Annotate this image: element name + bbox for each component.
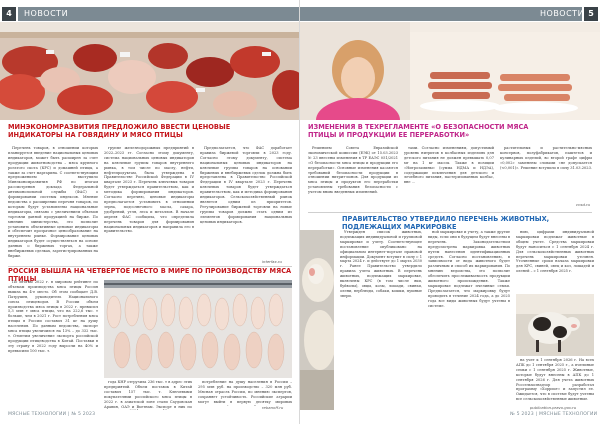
girl-sausages-photo [300,22,600,120]
right-article1-col3-text: растительных и растительно-мясных консервов, полуфабрикатов, паштетов и кулинарных изделий, во второй графе цифры «0,002» заменены словами «не допускается (<0,001)». Решение вступило в силу 31.03.2023. [500,146,592,170]
right-article2-col3 [516,230,594,290]
article1-col2-text: группе железнодорожных предприятий в 2022–2023 гг. Согласно этому документу, система национальных ценовых индикаторов на ключевые группы товаров внутреннего рынка, в том числе по маслу, нефти, нефтепродуктам, была утверждена в Правительстве Российской Федерации в IV квартале 2023 г. Перечень ключевых товаров будет утверждаться правительством, как и методика формирования индикаторов. Согласно перечню, ценовые индикаторы предполагается установить в отношении зерна, подсолнечного масла, сахара, удобрений, угля, леса и металлов. В начале апреля ФАС сообщила, что определила перечень товаров для формирования национальных индикаторов и направила его в правительство. [104,146,194,234]
right-article1-col2-text: тами. Согласно изменениям, допустимый уровень нитритов в колбасных изделиях для детского питания не должен превышать 0,07 мг на 1 кг массы. Также в позиции «Нитрозамины» (сумма НДМА и НДЭА), содержащие исключения для детского и лечебного питания, пастеризованных колбас, вне ... [404,146,494,185]
poultry-line-photo [104,280,292,378]
article1-col3-text: Предполагается, что ФАС доработает правила биржевой торговли в 2023 году. Согласно этому документу, система национальных ценовых индикаторов на ключевые группы товаров на основании биржевых и внебиржевых сделок должна быть представлена в Правительство Российской Федерации в IV квартале 2023 г. Перечень ключевых товаров будет утверждаться правительством, как и методика формирования индикаторов. Сельскохозяйственный рынок является одним из приоритетов. Регулирование биржевой торговли на новые группы товаров должно стать одним из элементов формирования национальных ценовых индикаторов. [200,146,292,224]
source-interfax: interfax.ru [262,259,282,264]
right-article1-col1 [308,146,398,210]
headline-price-indicators: МИНЭКОНОМРАЗВИТИЯ ПРЕДЛОЖИЛО ВВЕСТИ ЦЕНОВЫЕ ИНДИКАТОРЫ НА ГОВЯДИНУ И МЯСО ПТИЦЫ [8,123,231,139]
article2-col1 [8,280,98,408]
right-header [300,7,600,21]
right-article2-col1-text: Утвержден список животных, подлежащих индивидуальной и групповой маркировке и учету. Соответствующее постановление опубликовано на официальном интернет-портале правовой информации. Документ вступит в силу с 1 марта 2024 г. и действует до 1 марта 2030 г. Ранее Правительство утвердило правила учета животных. В перечень животных, подлежащих маркировке, включены КРС (в том числе яки, буйволы), овцы, козы, лошади, свиньи, олени, верблюды, собаки, кошки, пушные звери. [340,230,422,298]
right-article1-col1-text: Решением Совета Евразийской экономической комиссии (ЕЭК) от 15.03.2023 № 23 внесены изменения в ТР ЕАЭС 051/2021 «О безопасности мяса птицы и продукции его переработки». Основные изменения касаются требований безопасности продукции в отношении нитрит-ионов. Для продукции из мяса птицы и продуктов его переработки установлены требования безопасности с учетом вновь введенных изменений. [308,146,398,195]
article1-col3 [200,146,292,258]
source-cnsd: cnsd.ru [576,202,591,207]
page-number-left: 4 [2,7,16,21]
cow-photo [516,294,594,356]
page-number-right: 5 [584,7,598,21]
right-article2-col4-text: на учет к 1 сентября 2026 г. На всех АПК до 1 сентября 2025 г., а пчелиные семьи с 1 сентября 2025 г. Животные, которые будут внесены в АПК до 1 сентября 2026 г. Для учета животных Россельхознадзор разработал программу «Хорриот» и запустил ее. Ожидается, что в системе будут учтены все сельскохозяйственные животные. [516,358,594,402]
right-article1-col2 [404,146,494,210]
right-article1-col3 [500,146,592,200]
section-label-left: НОВОСТИ [24,9,69,18]
right-article2-col3-text: нию, цифрами индивидуальной маркировки подлежат животные в общем учете. Средства маркировки будут наноситься с 1 сентября 2024 г. Для сельскохозяйственных животных перечень маркировки уточнен. Уточненные сроки начала маркировки для КРС, свиней, овец и коз, лошадей и оленей – с 1 сентября 2025 г. [516,230,594,274]
article2-col1-text: По итогам 2022 г. в мировом рейтинге по объемам производства мяса птицы Россия вышла на 4-е место. Об этом сообщает Д.В. Патрушев, руководитель Национального союза птицеводов. В России объем производства мяса птицы в 2022 г. превысил 5,3 млн т мяса птицы, что на 222,6 тыс. т больше, чем в 2021 г. Рост потребления мяса птицы в России составил 31 кг на душу населения. По данным ведомства, экспорт мяса птицы увеличился на 13% – до 332 тыс. т. Отметим увеличение экспорта российской продукции птицеводства в Китай. Поставки в эту страну в 2022 году выросли на 40% и превысили 100 тыс. т. [8,280,98,353]
sheep-photo [300,230,334,410]
headline-animal-marking: ПРАВИТЕЛЬСТВО УТВЕРДИЛО ПЕРЕЧЕНЬ ЖИВОТНЫХ, ПОДЛЕЖАЩИХ МАРКИРОВКЕ [342,215,550,231]
source-pravo: publication.pravo.gov.ru [530,405,577,410]
right-article2-col1 [340,230,422,410]
divider-right [308,212,592,213]
meat-photo [0,22,300,120]
left-header [0,7,300,21]
right-article2-col4 [516,358,594,404]
right-page [300,0,600,424]
article1-col1-text: Перечень товаров, в отношении которых планируется введение национальных ценовых индикаторов, может быть расширен за счет продукции животноводства – мяса крупного рогатого скота (КРС) и домашней птицы, а также за счет маргарина. С соответствующим предложением выступило Минэкономразвития РФ по итогам рассмотрения доклада Федеральной антимонопольной службы (ФАС) о формировании системы индексов. Мнение ведомства о расширении перечня товаров, по которым будут установлены национальные индикаторы, связано с увеличением объемов торговли данной продукцией на бирже. По мнению министерства, это позволит установить объективные ценовые индикаторы и обеспечит прозрачное ценообразование на внутреннем рынке. Формирование ценовых индикаторов будет осуществляться на основе данных о биржевых торгах, а также внебиржевых сделках, зарегистрированных на бирже. [8,146,98,258]
article2-col2-text: года КНР отгрузила 236 тыс. т в адрес этих предприятий. Объем поставок в Китай составил 157 тыс. т. Ключевыми покупателями российского мяса птицы в 2022 г. в азиатской зоне стали Саудовская Аравия, ОАЭ и Вьетнам. Экспорт в них по [104,380,192,409]
headline-tech-regulation: ИЗМЕНЕНИЯ В ТЕХРЕГЛАМЕНТЕ «О БЕЗОПАСНОСТИ МЯСА ПТИЦЫ И ПРОДУКЦИИ ЕЕ ПЕРЕРАБОТКИ» [308,123,529,139]
article2-col3 [198,380,292,406]
right-article2-col2 [428,230,510,410]
right-article2-col2-text: ной маркировке и учету, а также другие виды, если они в будущем будут внесены в перечень. Законодательством предусмотрена маркировка животных путем нанесения идентификационных средств. Согласно постановлению, в зависимости от вида животного будет различным и способ их маркирования. По мнению ведомства, это позволит обеспечить прослеживаемость продукции животного происхождения. Также маркировке подлежат пчелиные семьи. Предполагается, что маркировку будут проводить в течение 2024 года, а до 2025 года все виды животных будут учтены в системе. [428,230,510,308]
footer-left: МЯСНЫЕ ТЕХНОЛОГИИ | № 5 2023 [8,412,96,417]
article2-col2 [104,380,192,410]
headline-poultry-ranking: РОССИЯ ВЫШЛА НА ЧЕТВЕРТОЕ МЕСТО В МИРЕ ПО ПРОИЗВОДСТВУ МЯСА ПТИЦЫ [8,267,292,283]
article1-col1 [8,146,98,264]
source-rebanoff: rebanoff.ru [262,405,284,410]
article2-col3-text: потребление на душу населения в России – 295 млн руб. на производство – 320 млн руб. Мясная отрасль России, по мнению экспертов, сохраняет устойчивость. Российские аграрии могут выйти в первую десятку мировых [198,380,292,404]
article1-col2 [104,146,194,264]
footer-right: № 5 2023 | МЯСНЫЕ ТЕХНОЛОГИИ [510,412,598,417]
section-label-right: НОВОСТИ [540,9,585,18]
